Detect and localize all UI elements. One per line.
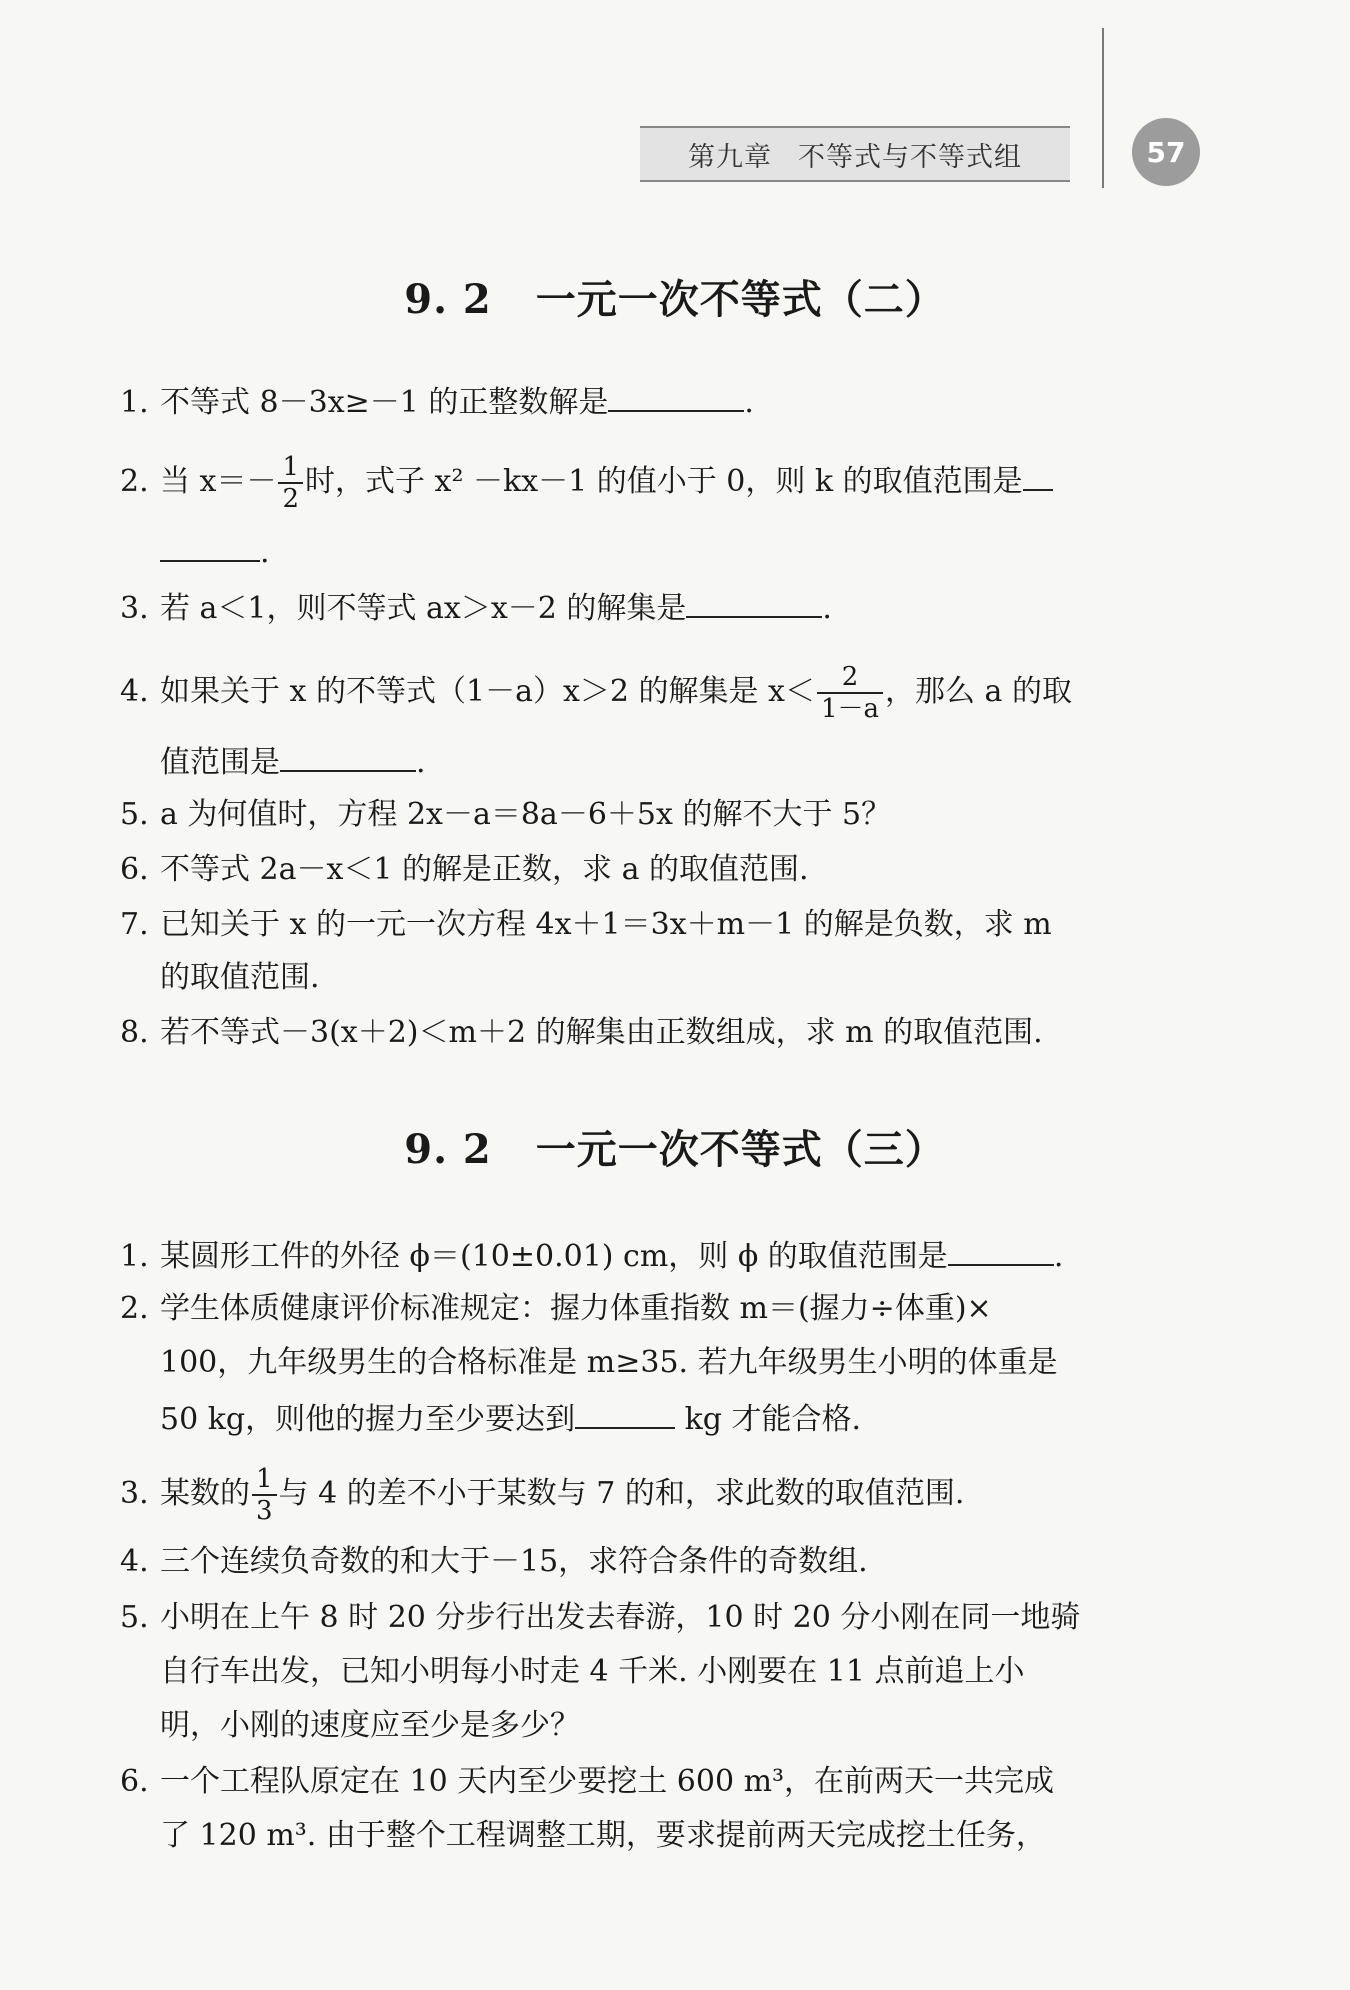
problem-2-cont [160, 530, 1250, 573]
fraction-denominator: 2 [282, 484, 300, 514]
section-number: 9. 2 [404, 276, 492, 323]
problem-number: 2. [120, 1291, 149, 1326]
fraction-numerator: 1 [252, 1464, 277, 1496]
problem-number: 6. [120, 852, 149, 887]
problem-number: 2. [120, 464, 149, 499]
answer-blank [280, 740, 416, 772]
fraction [817, 662, 883, 724]
problem-number: 1. [120, 1239, 149, 1274]
problem-text: 某数的 [160, 1476, 250, 1511]
problem-text: 不等式 8－3x≥－1 的正整数解是 [160, 385, 609, 420]
problem-5-cont [160, 1706, 1250, 1746]
fraction-numerator: 2 [817, 662, 883, 694]
problem-text: 已知关于 x 的一元一次方程 4x＋1＝3x＋m－1 的解是负数，求 m [160, 907, 1052, 942]
period: . [822, 591, 832, 626]
problem-number: 8. [120, 1015, 149, 1050]
problem-5 [120, 795, 1210, 835]
problem-5-cont [160, 1652, 1250, 1692]
problem-2-cont [160, 1397, 1250, 1440]
problem-6 [120, 1762, 1210, 1802]
problem-number: 1. [120, 385, 149, 420]
fraction [252, 1464, 277, 1526]
problem-text: 学生体质健康评价标准规定：握力体重指数 m＝(握力÷体重)× [160, 1291, 992, 1326]
problem-3 [120, 1464, 1210, 1526]
problem-text: 三个连续负奇数的和大于－15，求符合条件的奇数组. [160, 1544, 868, 1579]
chapter-number: 第九章 [688, 141, 772, 173]
problem-4-cont [160, 740, 1250, 783]
problem-text-cont: 100，九年级男生的合格标准是 m≥35. 若九年级男生小明的体重是 [160, 1345, 1058, 1380]
answer-blank [686, 586, 822, 618]
problem-text-cont: 50 kg，则他的握力至少要达到 [160, 1402, 576, 1437]
section-number: 9. 2 [404, 1126, 492, 1173]
problem-number: 3. [120, 1476, 149, 1511]
period: . [744, 385, 754, 420]
problem-text-cont: kg 才能合格. [675, 1402, 862, 1437]
problem-text-cont: 明，小刚的速度应至少是多少？ [160, 1708, 580, 1743]
problem-number: 4. [120, 1544, 149, 1579]
chapter-header [640, 126, 1070, 182]
problem-text-cont: 了 120 m³. 由于整个工程调整工期，要求提前两天完成挖土任务， [160, 1818, 1046, 1853]
header-divider [1102, 28, 1104, 188]
fraction [278, 452, 303, 514]
problem-text-cont: 值范围是 [160, 745, 280, 780]
period: . [416, 745, 426, 780]
problem-text: 小明在上午 8 时 20 分步行出发去春游，10 时 20 分小刚在同一地骑 [160, 1600, 1081, 1635]
problem-3 [120, 586, 1210, 629]
problem-4 [120, 1542, 1210, 1582]
problem-4 [120, 662, 1210, 724]
problem-text-cont: ，那么 a 的取 [885, 674, 1072, 709]
problem-7-cont [160, 958, 1250, 998]
problem-number: 3. [120, 591, 149, 626]
answer-blank [608, 380, 744, 412]
problem-text-cont: 自行车出发，已知小明每小时走 4 千米. 小刚要在 11 点前追上小 [160, 1654, 1025, 1689]
answer-blank [1023, 459, 1053, 491]
problem-6 [120, 850, 1210, 890]
section-title [0, 1118, 1350, 1175]
section-heading: 一元一次不等式（三） [535, 1126, 946, 1173]
problem-number: 5. [120, 1600, 149, 1635]
chapter-title: 不等式与不等式组 [798, 141, 1022, 173]
fraction-denominator: 1－a [820, 694, 880, 724]
problem-2-cont [160, 1343, 1250, 1383]
problem-text: 若 a＜1，则不等式 ax＞x－2 的解集是 [160, 591, 687, 626]
fraction-numerator: 1 [278, 452, 303, 484]
answer-blank [575, 1397, 675, 1429]
section-title [0, 268, 1350, 325]
problem-8 [120, 1013, 1210, 1053]
problem-text: 若不等式－3(x＋2)＜m＋2 的解集由正数组成，求 m 的取值范围. [160, 1015, 1043, 1050]
answer-blank [948, 1234, 1054, 1266]
problem-text-cont: 与 4 的差不小于某数与 7 的和，求此数的取值范围. [278, 1476, 965, 1511]
fraction-denominator: 3 [256, 1496, 273, 1526]
problem-5 [120, 1598, 1210, 1638]
problem-6-cont [160, 1816, 1250, 1856]
problem-number: 7. [120, 907, 149, 942]
problem-2 [120, 452, 1210, 514]
problem-1 [120, 1234, 1210, 1277]
problem-text-cont: 的取值范围. [160, 960, 320, 995]
page-number: 57 [1132, 118, 1200, 186]
problem-number: 4. [120, 674, 149, 709]
problem-text: 不等式 2a－x＜1 的解是正数，求 a 的取值范围. [160, 852, 809, 887]
answer-blank [160, 530, 260, 562]
problem-text-cont: 时，式子 x² －kx－1 的值小于 0，则 k 的取值范围是 [305, 464, 1023, 499]
problem-number: 6. [120, 1764, 149, 1799]
period: . [260, 535, 270, 570]
problem-text: 如果关于 x 的不等式（1－a）x＞2 的解集是 x＜ [160, 674, 815, 709]
problem-text: a 为何值时，方程 2x－a＝8a－6＋5x 的解不大于 5？ [160, 797, 892, 832]
problem-number: 5. [120, 797, 149, 832]
period: . [1053, 1239, 1064, 1274]
section-heading: 一元一次不等式（二） [535, 276, 946, 323]
problem-7 [120, 905, 1210, 945]
problem-text: 某圆形工件的外径 ϕ＝(10±0.01) cm，则 ϕ 的取值范围是 [160, 1239, 948, 1274]
problem-1 [120, 380, 1210, 423]
problem-2 [120, 1289, 1210, 1329]
problem-text: 一个工程队原定在 10 天内至少要挖土 600 m³，在前两天一共完成 [160, 1764, 1055, 1799]
problem-text: 当 x＝－ [160, 464, 277, 499]
